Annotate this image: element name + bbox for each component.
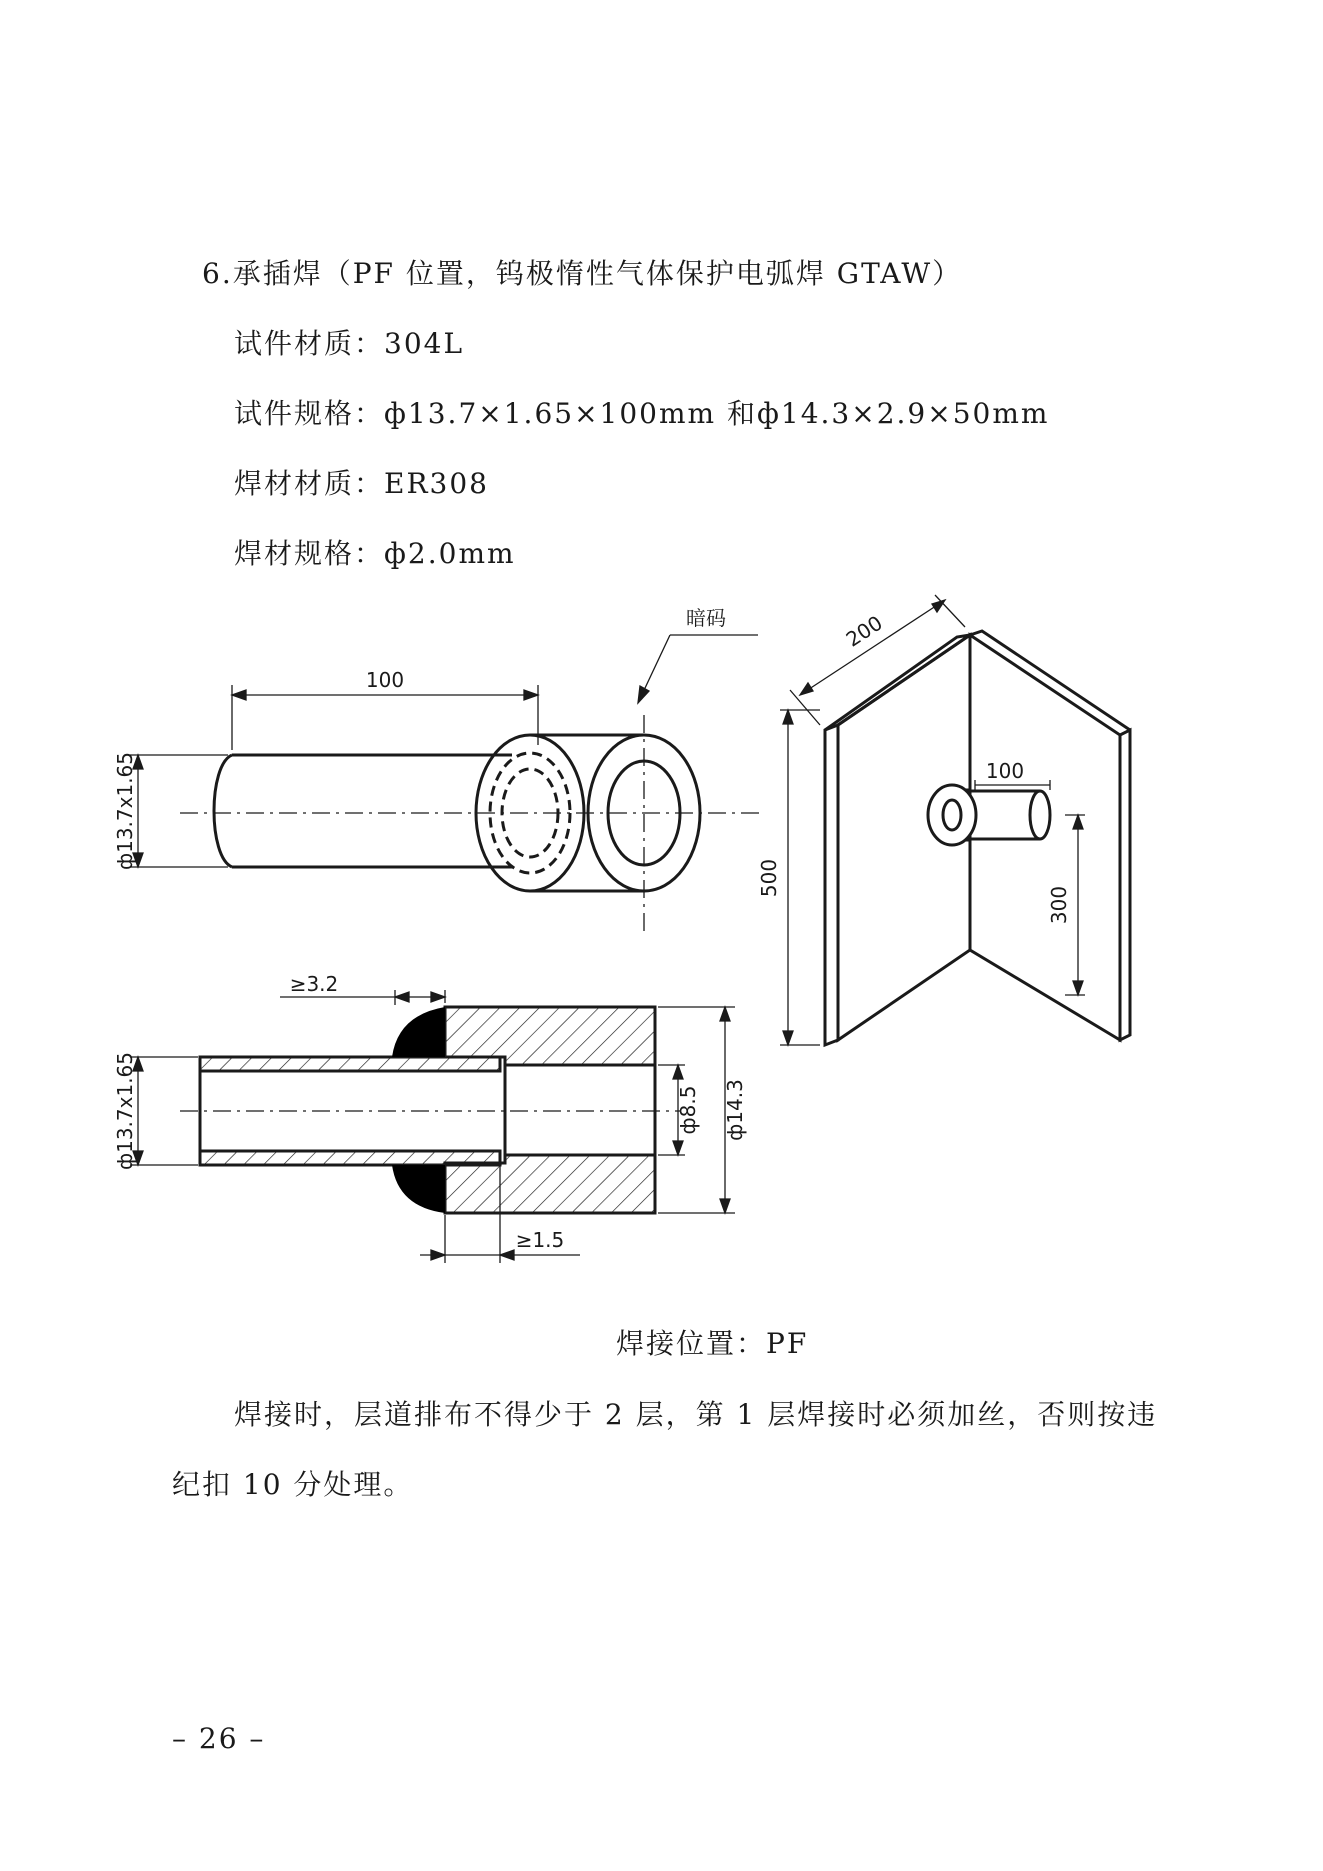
dim-weld-min: ≥3.2 (289, 972, 339, 996)
plate-assembly-view (825, 631, 1130, 1045)
dim-pipe-diameter: ф13.7x1.65 (113, 752, 137, 870)
spec-value: ER308 (384, 467, 489, 500)
spec-label: 试件规格： (234, 397, 385, 430)
dim-position-height: 300 (1047, 885, 1071, 925)
dim-pipe-length: 100 (365, 668, 405, 692)
spec-filler-size (234, 532, 516, 572)
socket-section-view (113, 972, 747, 1263)
pipe-iso-view (214, 723, 700, 891)
spec-label: 焊材规格： (234, 537, 385, 570)
spec-size (234, 392, 1049, 432)
body-paragraph-line-2: 纪扣 10 分处理。 (172, 1468, 414, 1501)
spec-filler-material (234, 462, 489, 502)
dim-outer: ф14.3 (723, 1079, 747, 1141)
dim-plate-width: 200 (841, 610, 887, 652)
spec-label: 试件材质： (234, 327, 385, 360)
dim-bore: ф8.5 (676, 1085, 700, 1135)
page-number: – 26 – (172, 1722, 266, 1755)
code-mark-label: 暗码 (686, 606, 726, 630)
weld-drawing (113, 595, 1220, 1295)
body-paragraph-line-1: 焊接时，层道排布不得少于 2 层，第 1 层焊接时必须加丝，否则按违 (234, 1398, 1158, 1431)
dim-section-pipe-diameter: ф13.7x1.65 (113, 1052, 137, 1170)
spec-value: ф2.0mm (384, 537, 516, 570)
dim-plate-height: 500 (757, 858, 781, 898)
spec-value: 304L (384, 327, 465, 360)
dim-stub-length: 100 (985, 759, 1025, 783)
spec-label: 焊材材质： (234, 467, 385, 500)
section-heading: 6.承插焊（PF 位置，钨极惰性气体保护电弧焊 GTAW） (202, 257, 963, 290)
figure-caption: 焊接位置：PF (616, 1327, 809, 1360)
spec-value: ф13.7×1.65×100mm 和ф14.3×2.9×50mm (384, 397, 1050, 430)
spec-material (234, 322, 464, 362)
dim-gap-min: ≥1.5 (515, 1228, 565, 1252)
